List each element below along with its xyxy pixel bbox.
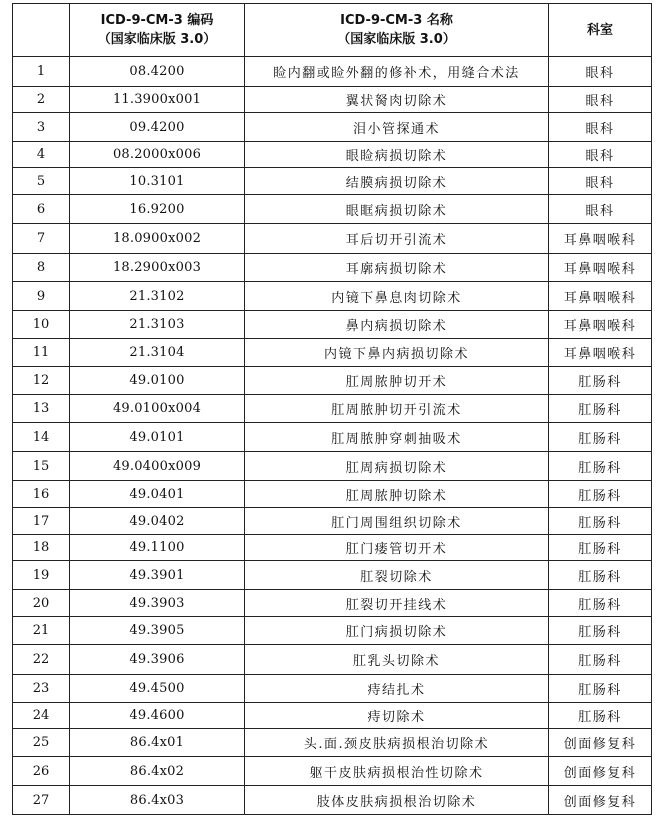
row-name: 肛周脓肿切开术	[245, 367, 549, 395]
row-code: 21.3102	[70, 282, 245, 311]
row-name: 结膜病损切除术	[245, 168, 549, 195]
header-name	[245, 4, 549, 57]
row-name: 内镜下鼻内病损切除术	[245, 339, 549, 367]
table-row	[13, 195, 652, 224]
row-dept: 耳鼻咽喉科	[549, 339, 652, 367]
table-row	[13, 617, 652, 645]
table-row	[13, 675, 652, 703]
table-row	[13, 254, 652, 282]
table-row	[13, 339, 652, 367]
row-code: 49.0401	[70, 481, 245, 508]
row-index: 1	[13, 57, 70, 87]
row-index: 22	[13, 645, 70, 675]
row-index: 15	[13, 452, 70, 481]
row-dept: 创面修复科	[549, 729, 652, 757]
row-dept: 眼科	[549, 87, 652, 113]
row-name: 肛门周围组织切除术	[245, 508, 549, 535]
row-index: 10	[13, 311, 70, 339]
row-code: 21.3104	[70, 339, 245, 367]
row-index: 14	[13, 423, 70, 452]
row-index: 24	[13, 703, 70, 729]
row-code: 49.0402	[70, 508, 245, 535]
row-code: 49.3906	[70, 645, 245, 675]
row-code: 49.3903	[70, 590, 245, 617]
table-row	[13, 395, 652, 423]
header-code	[70, 4, 245, 57]
row-dept: 耳鼻咽喉科	[549, 311, 652, 339]
row-code: 49.1100	[70, 535, 245, 561]
row-index: 25	[13, 729, 70, 757]
row-dept: 眼科	[549, 195, 652, 224]
row-code: 86.4x01	[70, 729, 245, 757]
table-row	[13, 452, 652, 481]
row-code: 10.3101	[70, 168, 245, 195]
row-index: 23	[13, 675, 70, 703]
header-name-version: （国家临床版 3.0）	[337, 32, 456, 47]
row-index: 6	[13, 195, 70, 224]
row-dept: 肛肠科	[549, 508, 652, 535]
row-name: 翼状胬肉切除术	[245, 87, 549, 113]
header-name-title: ICD-9-CM-3 名称	[340, 13, 453, 28]
row-dept: 肛肠科	[549, 395, 652, 423]
row-index: 20	[13, 590, 70, 617]
table-row	[13, 367, 652, 395]
row-code: 16.9200	[70, 195, 245, 224]
row-name: 肛门病损切除术	[245, 617, 549, 645]
row-name: 耳后切开引流术	[245, 224, 549, 254]
row-dept: 耳鼻咽喉科	[549, 282, 652, 311]
row-name: 耳廓病损切除术	[245, 254, 549, 282]
row-name: 肛裂切除术	[245, 561, 549, 590]
row-dept: 肛肠科	[549, 675, 652, 703]
row-index: 16	[13, 481, 70, 508]
row-index: 8	[13, 254, 70, 282]
table-row	[13, 590, 652, 617]
row-index: 11	[13, 339, 70, 367]
row-code: 21.3103	[70, 311, 245, 339]
row-name: 肢体皮肤病损根治切除术	[245, 786, 549, 815]
row-index: 26	[13, 757, 70, 786]
row-code: 49.4600	[70, 703, 245, 729]
row-code: 49.0100x004	[70, 395, 245, 423]
row-code: 49.3905	[70, 617, 245, 645]
row-code: 11.3900x001	[70, 87, 245, 113]
table-row	[13, 142, 652, 168]
row-index: 5	[13, 168, 70, 195]
row-index: 2	[13, 87, 70, 113]
table-row	[13, 786, 652, 815]
row-code: 18.0900x002	[70, 224, 245, 254]
table-row	[13, 481, 652, 508]
table-row	[13, 729, 652, 757]
header-code-title: ICD-9-CM-3 编码	[100, 13, 214, 28]
row-dept: 肛肠科	[549, 703, 652, 729]
row-dept: 肛肠科	[549, 561, 652, 590]
table-row	[13, 561, 652, 590]
row-dept: 耳鼻咽喉科	[549, 224, 652, 254]
header-code-version: （国家临床版 3.0）	[97, 32, 217, 47]
row-dept: 肛肠科	[549, 617, 652, 645]
row-name: 躯干皮肤病损根治性切除术	[245, 757, 549, 786]
row-index: 17	[13, 508, 70, 535]
table-row	[13, 282, 652, 311]
row-index: 19	[13, 561, 70, 590]
row-dept: 肛肠科	[549, 452, 652, 481]
table-row	[13, 224, 652, 254]
table-row	[13, 757, 652, 786]
row-dept: 肛肠科	[549, 590, 652, 617]
row-index: 4	[13, 142, 70, 168]
table-row	[13, 311, 652, 339]
table-row	[13, 703, 652, 729]
row-code: 86.4x02	[70, 757, 245, 786]
row-name: 鼻内病损切除术	[245, 311, 549, 339]
row-index: 18	[13, 535, 70, 561]
header-index	[13, 4, 70, 57]
row-name: 内镜下鼻息肉切除术	[245, 282, 549, 311]
row-name: 肛周脓肿穿刺抽吸术	[245, 423, 549, 452]
row-code: 86.4x03	[70, 786, 245, 815]
row-index: 9	[13, 282, 70, 311]
row-index: 7	[13, 224, 70, 254]
row-dept: 肛肠科	[549, 645, 652, 675]
table-row	[13, 87, 652, 113]
row-name: 眼睑病损切除术	[245, 142, 549, 168]
header-dept: 科室	[549, 4, 652, 57]
table-row	[13, 113, 652, 142]
table-row	[13, 423, 652, 452]
row-dept: 眼科	[549, 57, 652, 87]
row-index: 12	[13, 367, 70, 395]
row-dept: 创面修复科	[549, 757, 652, 786]
row-name: 肛周病损切除术	[245, 452, 549, 481]
row-name: 眼眶病损切除术	[245, 195, 549, 224]
table-header-row	[13, 4, 652, 57]
row-dept: 肛肠科	[549, 535, 652, 561]
procedure-table	[12, 3, 652, 815]
table-row	[13, 57, 652, 87]
row-dept: 创面修复科	[549, 786, 652, 815]
row-name: 肛周脓肿切开引流术	[245, 395, 549, 423]
table-row	[13, 535, 652, 561]
row-code: 49.0100	[70, 367, 245, 395]
row-name: 痔结扎术	[245, 675, 549, 703]
row-name: 肛周脓肿切除术	[245, 481, 549, 508]
row-name: 肛裂切开挂线术	[245, 590, 549, 617]
row-index: 21	[13, 617, 70, 645]
row-dept: 肛肠科	[549, 481, 652, 508]
table-row	[13, 168, 652, 195]
row-name: 泪小管探通术	[245, 113, 549, 142]
row-dept: 眼科	[549, 142, 652, 168]
row-dept: 眼科	[549, 113, 652, 142]
row-code: 49.4500	[70, 675, 245, 703]
row-dept: 肛肠科	[549, 367, 652, 395]
row-code: 09.4200	[70, 113, 245, 142]
row-code: 18.2900x003	[70, 254, 245, 282]
row-code: 49.3901	[70, 561, 245, 590]
row-name: 肛门瘘管切开术	[245, 535, 549, 561]
table-body	[13, 57, 652, 815]
row-code: 08.2000x006	[70, 142, 245, 168]
row-name: 肛乳头切除术	[245, 645, 549, 675]
row-code: 08.4200	[70, 57, 245, 87]
table-row	[13, 508, 652, 535]
row-dept: 肛肠科	[549, 423, 652, 452]
row-dept: 耳鼻咽喉科	[549, 254, 652, 282]
row-code: 49.0400x009	[70, 452, 245, 481]
row-index: 27	[13, 786, 70, 815]
row-name: 痔切除术	[245, 703, 549, 729]
table-row	[13, 645, 652, 675]
row-name: 头.面.颈皮肤病损根治切除术	[245, 729, 549, 757]
row-index: 3	[13, 113, 70, 142]
row-name: 睑内翻或睑外翻的修补术，用缝合术法	[245, 57, 549, 87]
row-code: 49.0101	[70, 423, 245, 452]
row-dept: 眼科	[549, 168, 652, 195]
row-index: 13	[13, 395, 70, 423]
